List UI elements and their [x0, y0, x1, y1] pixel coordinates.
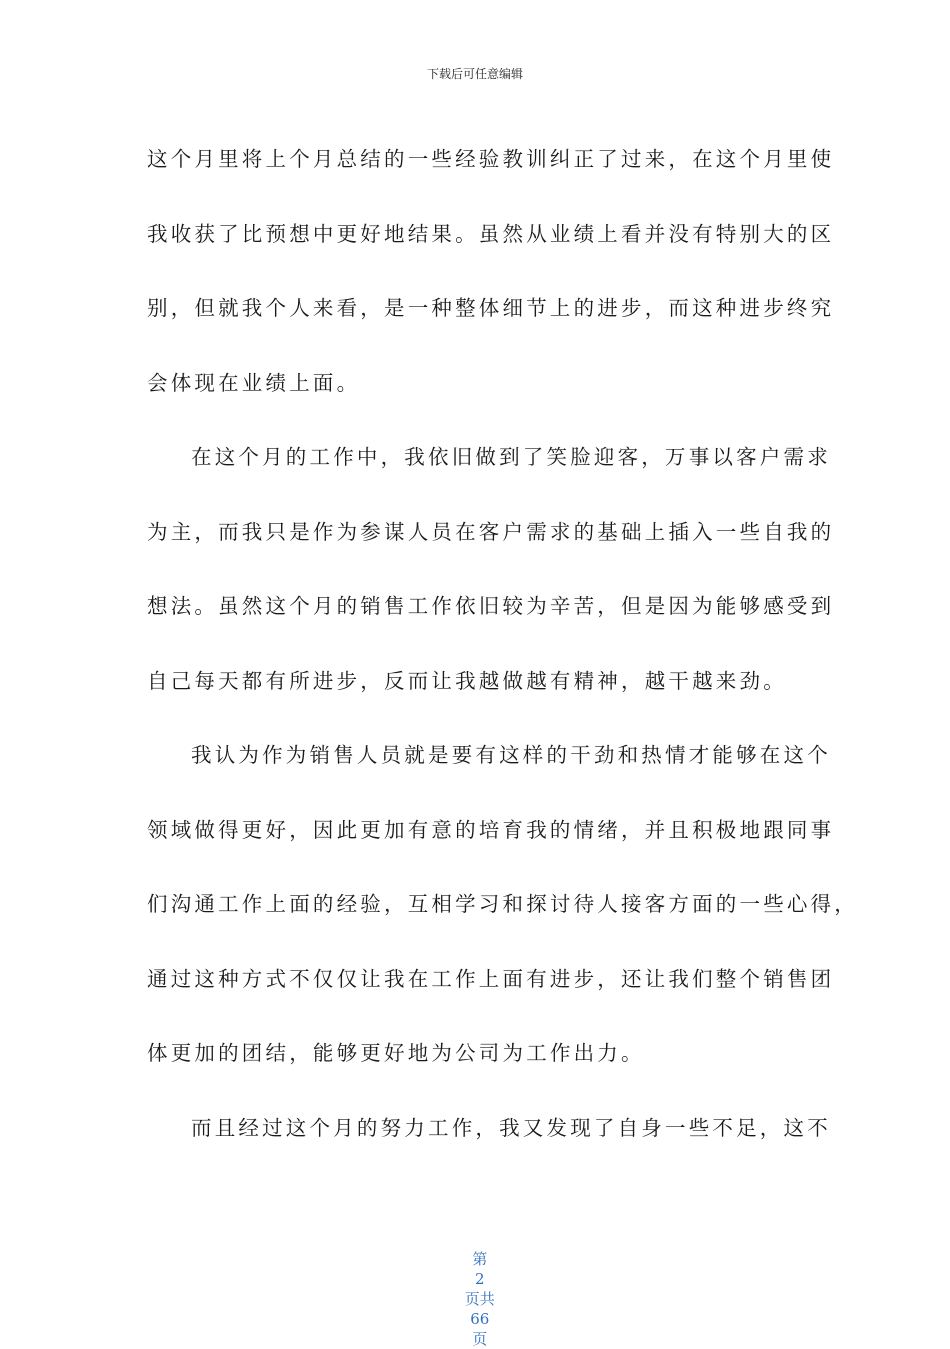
- text-line: 会体现在业绩上面。: [147, 370, 361, 395]
- page-footer: [0, 1229, 950, 1349]
- text-line: 体更加的团结，能够更好地为公司为工作出力。: [147, 1041, 645, 1065]
- text-line: 别，但就我个人来看，是一种整体细节上的进步，而这种进步终究: [147, 296, 835, 320]
- text-line: 为主，而我只是作为参谋人员在客户需求的基础上插入一些自我的: [147, 519, 835, 544]
- paragraph-first-line: 而且经过这个月的努力工作，我又发现了自身一些不足，这不: [191, 1115, 831, 1140]
- page-total: 66: [470, 1310, 490, 1328]
- text-line: 领域做得更好，因此更加有意的培育我的情绪，并且积极地跟同事: [147, 817, 835, 842]
- text-line: 我收获了比预想中更好地结果。虽然从业绩上看并没有特别大的区: [147, 221, 835, 246]
- paragraph-first-line: 我认为作为销售人员就是要有这样的干劲和热情才能够在这个: [191, 743, 831, 767]
- text-line: 通过这种方式不仅仅让我在工作上面有进步，还让我们整个销售团: [147, 966, 835, 991]
- text-line: 这个月里将上个月总结的一些经验教训纠正了过来，在这个月里使: [147, 147, 835, 171]
- paragraph-first-line: 在这个月的工作中，我依旧做到了笑脸迎客，万事以客户需求: [191, 445, 831, 469]
- page-number: 2: [475, 1270, 485, 1288]
- footer-middle: 页共: [464, 1290, 495, 1308]
- text-line: 自己每天都有所进步，反而让我越做越有精神，越干越来劲。: [147, 668, 787, 693]
- footer-suffix: 页: [472, 1330, 488, 1348]
- text-line: 想法。虽然这个月的销售工作依旧较为辛苦，但是因为能够感受到: [147, 594, 835, 618]
- document-body: [147, 122, 858, 1165]
- footer-prefix: 第: [472, 1250, 488, 1268]
- page-header: 下载后可任意编辑: [426, 67, 523, 81]
- text-line: 们沟通工作上面的经验，互相学习和探讨待人接客方面的一些心得，: [147, 892, 858, 916]
